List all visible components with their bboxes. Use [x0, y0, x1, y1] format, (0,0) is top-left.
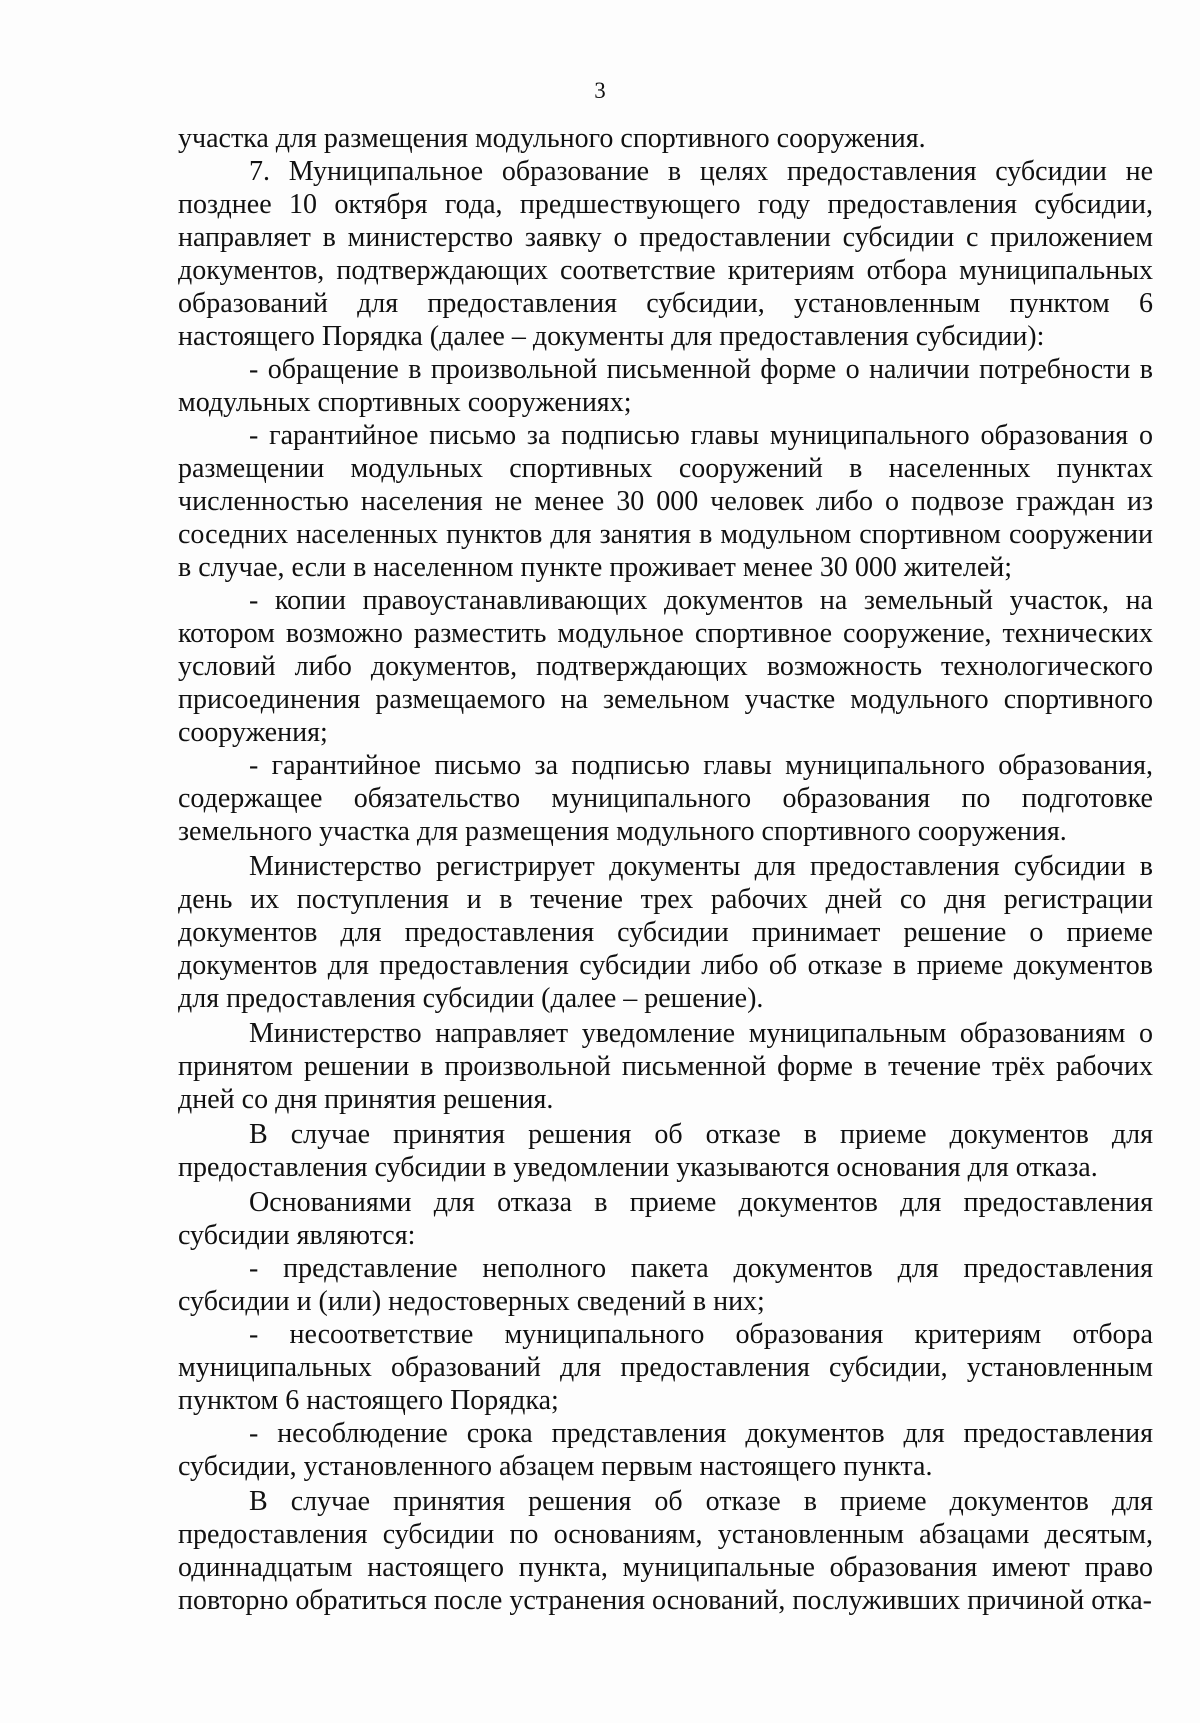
- page-number: 3: [594, 78, 606, 103]
- list-item-request: - обращение в произвольной письменной форме о наличии потребности в модульных спортивных сооружениях;: [178, 354, 1153, 418]
- paragraph-registration: Министерство регистрирует документы для предоставления субсидии в день их поступления и в течение трех рабочих дней со дня регистрации документов для предоставления субсидии принимает решение о приеме документов для предоставления субсидии либо об отказе в приеме документов для предоставления субсидии (далее – решение).: [178, 851, 1153, 1014]
- list-item-deadline-violation: - несоблюдение срока представления документов для предоставления субсидии, установленного абзацем первым настоящего пункта.: [178, 1418, 1153, 1482]
- list-item-guarantee-letter-placement: - гарантийное письмо за подписью главы муниципального образования о размещении модульных спортивных сооружений в населенных пунктах численностью населения не менее 30 000 человек либо о подвозе граждан из соседних населенных пунктов для занятия в модульном спортивном сооружении в случае, если в населенном пункте проживает менее 30 000 жителей;: [178, 420, 1153, 583]
- paragraph-reapplication: В случае принятия решения об отказе в приеме документов для предоставления субсидии по основаниям, установленным абзацами десятым, одиннадцатым настоящего пункта, муниципальные образования имеют право повторно обратиться после устранения оснований, послуживших причиной отка-: [178, 1486, 1153, 1616]
- list-item-title-documents: - копии правоустанавливающих документов на земельный участок, на котором возможно разместить модульное спортивное сооружение, технических условий либо документов, подтверждающих возможность технологического присоединения размещаемого на земельном участке модульного спортивного сооружения;: [178, 585, 1153, 748]
- paragraph-notification: Министерство направляет уведомление муниципальным образованиям о принятом решении в произвольной письменной форме в течение трёх рабочих дней со дня принятия решения.: [178, 1018, 1153, 1115]
- paragraph-refusal-notice: В случае принятия решения об отказе в приеме документов для предоставления субсидии в уведомлении указываются основания для отказа.: [178, 1119, 1153, 1183]
- list-item-criteria-mismatch: - несоответствие муниципального образования критериям отбора муниципальных образований для предоставления субсидии, установленным пунктом 6 настоящего Порядка;: [178, 1319, 1153, 1416]
- paragraph-item-7: 7. Муниципальное образование в целях предоставления субсидии не позднее 10 октября года, предшествующего году предоставления субсидии, направляет в министерство заявку о предоставлении субсидии с приложением документов, подтверждающих соответствие критериям отбора муниципальных образований для предоставления субсидии, установленным пунктом 6 настоящего Порядка (далее – документы для предоставления субсидии):: [178, 156, 1153, 352]
- list-item-incomplete-package: - представление неполного пакета документов для предоставления субсидии и (или) недостоверных сведений в них;: [178, 1253, 1153, 1317]
- paragraph-refusal-grounds: Основаниями для отказа в приеме документов для предоставления субсидии являются:: [178, 1187, 1153, 1251]
- paragraph-continuation: участка для размещения модульного спортивного сооружения.: [178, 123, 926, 154]
- list-item-guarantee-letter-preparation: - гарантийное письмо за подписью главы муниципального образования, содержащее обязательство муниципального образования по подготовке земельного участка для размещения модульного спортивного сооружения.: [178, 750, 1153, 847]
- document-body: [178, 122, 1153, 1617]
